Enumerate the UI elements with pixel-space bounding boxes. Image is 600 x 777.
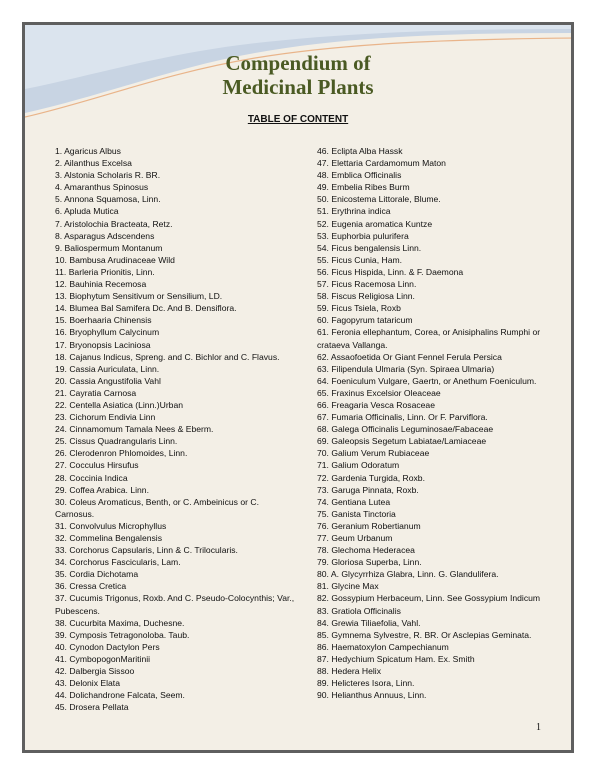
toc-entry: 64. Foeniculum Vulgare, Gaertn, or Anethum Foeniculum. xyxy=(317,375,537,386)
toc-entry: 11. Barleria Prionitis, Linn. xyxy=(55,266,155,277)
title-line-2: Medicinal Plants xyxy=(222,75,374,99)
toc-entry: 7. Aristolochia Bracteata, Retz. xyxy=(55,218,173,229)
toc-entry: 19. Cassia Auriculata, Linn. xyxy=(55,363,160,374)
toc-entry: 62. Assaofoetida Or Giant Fennel Ferula Persica xyxy=(317,351,502,362)
toc-column-left xyxy=(55,145,300,713)
toc-entry: 14. Blumea Bal Samifera Dc. And B. Densiflora. xyxy=(55,303,237,314)
document-title xyxy=(25,51,571,99)
toc-entry: 48. Emblica Officinalis xyxy=(317,170,402,181)
toc-entry: 23. Cichorum Endivia Linn xyxy=(55,412,156,423)
toc-entry: 8. Asparagus Adscendens xyxy=(55,230,155,241)
toc-entry: 51. Erythrina indica xyxy=(317,206,391,217)
toc-entry: 56. Ficus Hispida, Linn. & F. Daemona xyxy=(317,266,464,277)
toc-entry: 81. Glycine Max xyxy=(317,581,379,592)
toc-entry: 31. Convolvulus Microphyllus xyxy=(55,520,167,531)
toc-entry: 84. Grewia Tiliaefolia, Vahl. xyxy=(317,617,421,628)
toc-entry: 5. Annona Squamosa, Linn. xyxy=(55,194,161,205)
toc-entry: 77. Geum Urbanum xyxy=(317,533,393,543)
toc-entry: 80. A. Glycyrrhiza Glabra, Linn. G. Glandulifera. xyxy=(317,569,499,580)
toc-entry: 18. Cajanus Indicus, Spreng. and C. Bichlor and C. Flavus. xyxy=(55,351,280,362)
toc-entry: 70. Galium Verum Rubiaceae xyxy=(317,448,430,459)
page-frame xyxy=(22,22,574,753)
toc-entry: 15. Boerhaaria Chinensis xyxy=(55,315,152,326)
toc-entry: 21. Cayratia Carnosa xyxy=(55,387,137,398)
toc-entry: 20. Cassia Angustifolia Vahl xyxy=(55,375,161,386)
toc-entry: 67. Fumaria Officinalis, Linn. Or F. Parviflora. xyxy=(317,412,488,423)
toc-entry: 74. Gentiana Lutea xyxy=(317,496,391,507)
toc-entry: 68. Galega Officinalis Leguminosae/Fabaceae xyxy=(317,424,494,435)
toc-entry: 90. Helianthus Annuus, Linn. xyxy=(317,690,427,701)
toc-entry: 17. Bryonopsis Laciniosa xyxy=(55,339,151,350)
toc-entry: 57. Ficus Racemosa Linn. xyxy=(317,279,417,290)
toc-entry: 69. Galeopsis Segetum Labiatae/Lamiaceae xyxy=(317,436,487,447)
toc-entry: 89. Helicteres Isora, Linn. xyxy=(317,678,415,689)
toc-entry: 58. Fiscus Religiosa Linn. xyxy=(317,291,415,302)
toc-entry: 66. Freagaria Vesca Rosaceae xyxy=(317,399,435,410)
toc-entry: 13. Biophytum Sensitivum or Sensilium, LD. xyxy=(55,291,223,302)
toc-entry: 39. Cymposis Tetragonoloba. Taub. xyxy=(55,629,190,640)
toc-entry: 78. Glechoma Hederacea xyxy=(317,545,415,556)
toc-entry: 44. Dolichandrone Falcata, Seem. xyxy=(55,690,185,701)
toc-entry: 27. Cocculus Hirsufus xyxy=(55,460,139,471)
toc-entry: 65. Fraxinus Excelsior Oleaceae xyxy=(317,387,441,398)
toc-entry: 76. Geranium Robertianum xyxy=(317,520,421,531)
title-line-1: Compendium of xyxy=(225,51,371,75)
toc-entry: 73. Garuga Pinnata, Roxb. xyxy=(317,484,419,495)
toc-entry: 32. Commelina Bengalensis xyxy=(55,533,163,543)
toc-column-right xyxy=(317,145,562,701)
toc-entry: 49. Embelia Ribes Burm xyxy=(317,182,410,193)
toc-entry: 9. Baliospermum Montanum xyxy=(55,242,163,253)
toc-entry: 72. Gardenia Turgida, Roxb. xyxy=(317,472,425,483)
toc-entry: 10. Bambusa Arudinaceae Wild xyxy=(55,254,175,265)
toc-entry: 79. Gloriosa Superba, Linn. xyxy=(317,557,422,568)
toc-entry: 4. Amaranthus Spinosus xyxy=(55,182,149,193)
toc-entry: 34. Corchorus Fascicularis, Lam. xyxy=(55,557,181,568)
toc-entry: 24. Cinnamomum Tamala Nees & Eberm. xyxy=(55,424,214,435)
toc-entry: 40. Cynodon Dactylon Pers xyxy=(55,641,160,652)
toc-entry: 6. Apluda Mutica xyxy=(55,206,119,217)
toc-entry: 30. Coleus Aromaticus, Benth, or C. Ambeinicus or C. Carnosus. xyxy=(55,496,259,519)
toc-entry: 38. Cucurbita Maxima, Duchesne. xyxy=(55,617,185,628)
toc-entry: 87. Hedychium Spicatum Ham. Ex. Smith xyxy=(317,653,475,664)
toc-entry: 53. Euphorbia pulurifera xyxy=(317,230,409,241)
toc-entry: 42. Dalbergia Sissoo xyxy=(55,666,135,677)
toc-entry: 35. Cordia Dichotama xyxy=(55,569,139,580)
toc-entry: 75. Ganista Tinctoria xyxy=(317,508,396,519)
toc-entry: 22. Centella Asiatica (Linn.)Urban xyxy=(55,399,184,410)
toc-entry: 28. Coccinia Indica xyxy=(55,472,128,483)
toc-entry: 55. Ficus Cunia, Ham. xyxy=(317,254,403,265)
toc-heading: TABLE OF CONTENT xyxy=(247,114,349,125)
toc-entry: 52. Eugenia aromatica Kuntze xyxy=(317,218,433,229)
toc-entry: 1. Agaricus Albus xyxy=(55,146,121,156)
page-number: 1 xyxy=(536,722,541,733)
toc-entry: 36. Cressa Cretica xyxy=(55,581,127,592)
toc-entry: 37. Cucumis Trigonus, Roxb. And C. Pseudo-Colocynthis; Var., Pubescens. xyxy=(55,593,295,616)
toc-entry: 82. Gossypium Herbaceum, Linn. See Gossypium Indicum xyxy=(317,593,541,604)
toc-entry: 2. Ailanthus Excelsa xyxy=(55,158,132,169)
toc-entry: 83. Gratiola Officinalis xyxy=(317,605,401,616)
toc-entry: 71. Galium Odoratum xyxy=(317,460,400,471)
toc-entry: 33. Corchorus Capsularis, Linn & C. Trilocularis. xyxy=(55,545,238,556)
toc-entry: 43. Delonix Elata xyxy=(55,678,120,689)
toc-entry: 50. Enicostema Littorale, Blume. xyxy=(317,194,441,205)
toc-entry: 59. Ficus Tsiela, Roxb xyxy=(317,303,401,314)
toc-entry: 46. Eclipta Alba Hassk xyxy=(317,146,403,156)
toc-entry: 3. Alstonia Scholaris R. BR. xyxy=(55,170,161,181)
toc-entry: 16. Bryophyllum Calycinum xyxy=(55,327,160,338)
toc-entry: 12. Bauhinia Recemosa xyxy=(55,279,147,290)
toc-entry: 54. Ficus bengalensis Linn. xyxy=(317,242,422,253)
toc-entry: 88. Hedera Helix xyxy=(317,666,382,677)
toc-entry: 61. Feronia ellephantum, Corea, or Anisiphalins Rumphi or crataeva Vallanga. xyxy=(317,327,541,350)
toc-entry: 85. Gymnema Sylvestre, R. BR. Or Asclepias Geminata. xyxy=(317,629,532,640)
toc-entry: 26. Clerodenron Phlomoides, Linn. xyxy=(55,448,188,459)
toc-entry: 45. Drosera Pellata xyxy=(55,702,129,713)
toc-entry: 86. Haematoxylon Campechianum xyxy=(317,641,449,652)
toc-entry: 25. Cissus Quadrangularis Linn. xyxy=(55,436,178,447)
toc-entry: 63. Filipendula Ulmaria (Syn. Spiraea Ulmaria) xyxy=(317,363,495,374)
toc-entry: 29. Coffea Arabica. Linn. xyxy=(55,484,149,495)
toc-entry: 41. CymbopogonMaritinii xyxy=(55,653,151,664)
toc-entry: 47. Elettaria Cardamomum Maton xyxy=(317,158,446,169)
toc-entry: 60. Fagopyrum tataricum xyxy=(317,315,413,326)
